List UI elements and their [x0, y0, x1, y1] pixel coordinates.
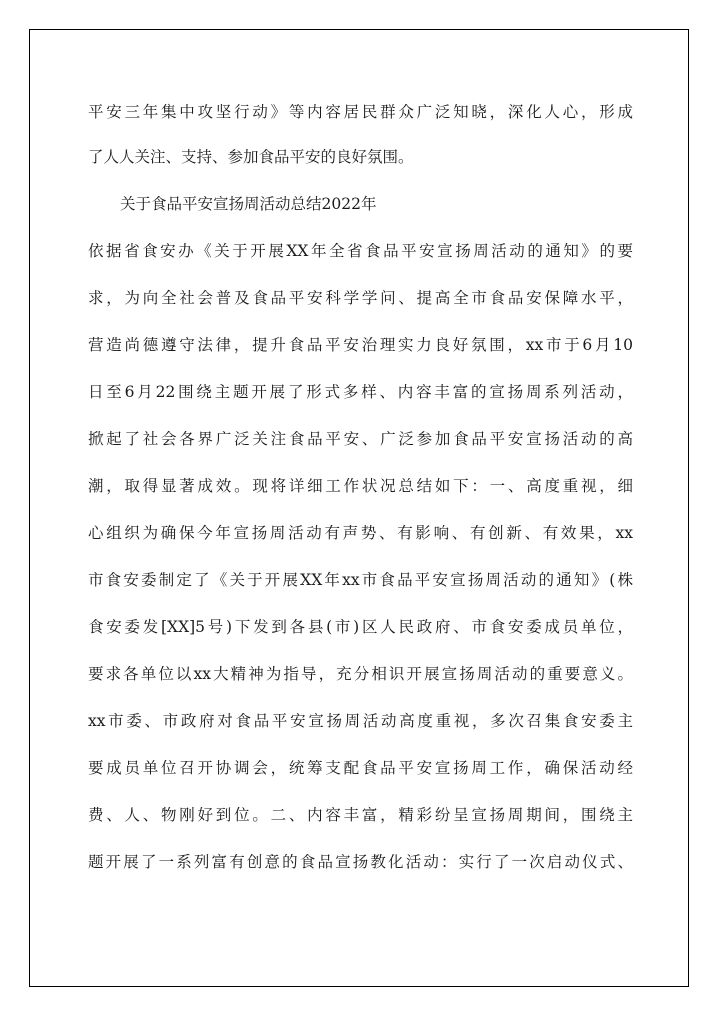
paragraph-line: 掀起了社会各界广泛关注食品平安、广泛参加食品平安宣扬活动的高: [88, 430, 633, 448]
paragraph-line: 心组织为确保今年宣扬周活动有声势、有影响、有创新、有效果，xx: [88, 524, 633, 542]
paragraph-line: xx市委、市政府对食品平安宣扬周活动高度重视，多次召集食安委主: [88, 712, 633, 730]
paragraph-line: 潮，取得显著成效。现将详细工作状况总结如下：一、高度重视，细: [88, 477, 633, 495]
paragraph-line: 食安委发[XX]5号)下发到各县(市)区人民政府、市食安委成员单位，: [88, 618, 633, 636]
paragraph-line: 要求各单位以xx大精神为指导，充分相识开展宣扬周活动的重要意义。: [88, 665, 633, 683]
paragraph-line: 了人人关注、支持、参加食品平安的良好氛围。: [88, 148, 414, 166]
paragraph-line: 营造尚德遵守法律，提升食品平安治理实力良好氛围，xx市于6月10: [88, 336, 633, 354]
paragraph-line: 日至6月22围绕主题开展了形式多样、内容丰富的宣扬周系列活动，: [88, 383, 633, 401]
section-heading: 关于食品平安宣扬周活动总结2022年: [120, 195, 377, 213]
paragraph-line: 费、人、物刚好到位。二、内容丰富，精彩纷呈宣扬周期间，围绕主: [88, 806, 633, 824]
paragraph-line: 题开展了一系列富有创意的食品宣扬教化活动：实行了一次启动仪式、: [88, 853, 633, 871]
paragraph-line: 依据省食安办《关于开展XX年全省食品平安宣扬周活动的通知》的要: [88, 242, 633, 260]
page-border: [29, 29, 689, 987]
paragraph-line: 市食安委制定了《关于开展XX年xx市食品平安宣扬周活动的通知》(株: [88, 571, 633, 589]
paragraph-line: 要成员单位召开协调会，统筹支配食品平安宣扬周工作，确保活动经: [88, 759, 633, 777]
paragraph-line: 平安三年集中攻坚行动》等内容居民群众广泛知晓，深化人心，形成: [88, 103, 633, 121]
paragraph-line: 求，为向全社会普及食品平安科学学问、提高全市食品安保障水平，: [88, 289, 633, 307]
